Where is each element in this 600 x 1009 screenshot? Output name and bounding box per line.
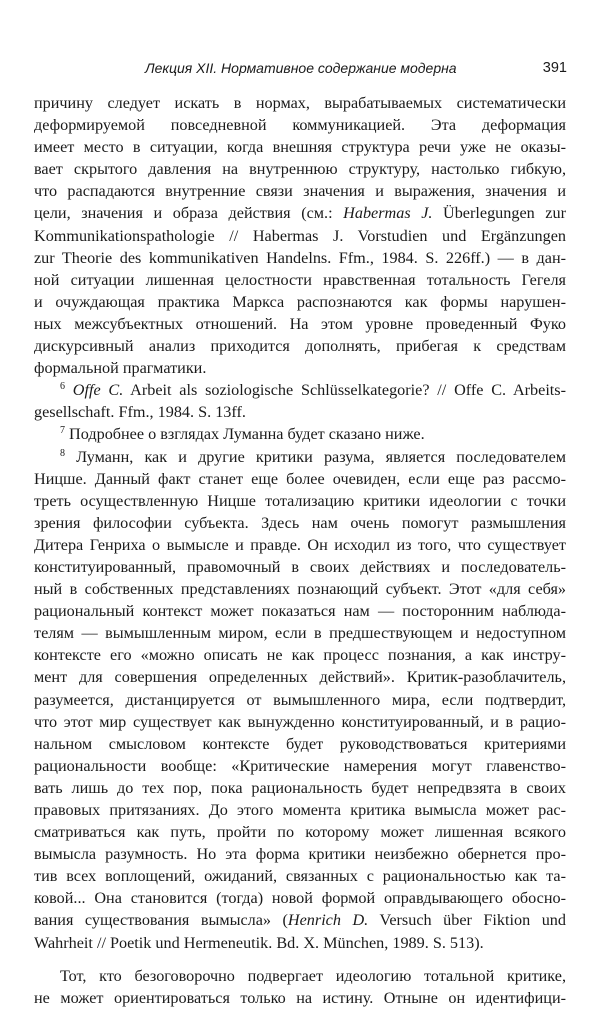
line-text: деформируемой повседневной коммуникацией. Эта деформация <box>34 116 566 135</box>
text-line <box>34 689 566 711</box>
line-text: имеет место в ситуации, когда внешняя структура речи уже не оказы- <box>34 138 566 157</box>
line-text: рациональный контекст может показаться нам — посторонним наблюда- <box>34 602 566 621</box>
text-line <box>34 843 566 865</box>
text-line <box>34 357 566 379</box>
line-text: рациональности вообще: «Критические намерения могут главенство- <box>34 756 566 775</box>
line-text: и очуждающая практика Маркса распознаются как формы нарушен- <box>34 292 566 311</box>
line-text-continued: Versuch über Fiktion und <box>368 911 566 930</box>
line-text: ной ситуации лишенная целостности нравственная тотальность Гегеля <box>34 270 566 289</box>
text-line <box>34 600 566 622</box>
line-text: ных межсубъектных отношений. На этом уровне проведенный Фуко <box>34 314 566 333</box>
text-line <box>34 423 566 445</box>
text-line <box>34 887 566 909</box>
line-text: контексте его «можно описать не как процесс познания, а как инстру- <box>34 646 566 665</box>
line-text: Ницше. Данный факт станет еще более очевиден, если еще раз рассмо- <box>34 469 566 488</box>
running-title: Лекция XII. Нормативное содержание модерна <box>145 60 457 76</box>
text-line <box>34 291 566 313</box>
text-line <box>34 534 566 556</box>
paragraph-gap <box>34 954 566 965</box>
line-text: Wahrheit // Poetik und Hermeneutik. Bd. X. München, 1989. S. 513). <box>34 933 484 952</box>
text-line <box>34 932 566 954</box>
line-text: gesellschaft. Ffm., 1984. S. 13ff. <box>34 403 246 422</box>
footnote-marker: 8 <box>60 447 65 459</box>
line-text: зрения философии субъекта. Здесь нам очень помогут размышления <box>34 513 566 532</box>
line-text: Подробнее о взглядах Луманна будет сказано ниже. <box>65 425 425 444</box>
text-line <box>34 313 566 335</box>
line-text: вает скрытого давления на внутреннюю структуру, настолько гибкую, <box>34 160 566 179</box>
text-line <box>34 644 566 666</box>
line-text: что распадаются внутренние связи значения и выражения, значения и <box>34 182 566 201</box>
running-head <box>0 60 600 84</box>
line-text: треть осуществленную Ницше тотализацию критики идеологии с точки <box>34 491 566 510</box>
text-line <box>34 202 566 224</box>
text-line <box>34 578 566 600</box>
text-line <box>34 965 566 987</box>
line-text: цели, значения и образа действия (см.: <box>34 204 344 223</box>
text-line <box>34 136 566 158</box>
text-line <box>34 180 566 202</box>
text-line <box>34 247 566 269</box>
text-line <box>34 711 566 733</box>
line-text: Дитера Генриха о вымысле и правде. Он исходил из того, что существует <box>34 535 566 554</box>
footnote-marker: 6 <box>60 381 65 393</box>
text-line <box>34 225 566 247</box>
text-line <box>34 379 566 401</box>
text-line <box>34 865 566 887</box>
line-text: вымысла разумность. Но эта форма критики неизбежно обернется про- <box>34 845 566 864</box>
text-line <box>34 909 566 931</box>
line-text: тив всех воплощений, ожиданий, связанных с рациональностью как та- <box>34 867 566 886</box>
line-text: ковой... Она становится (тогда) новой формой оправдывающего обосно- <box>34 889 566 908</box>
line-text: правовых притязаниях. До этого момента критика вымысла может рас- <box>34 801 566 819</box>
text-line <box>34 666 566 688</box>
line-text: формальной прагматики. <box>34 359 207 378</box>
author-citation: Habermas J. <box>343 204 433 223</box>
text-line <box>34 158 566 180</box>
text-line <box>34 733 566 755</box>
line-text: телям — вымышленным миром, если в предшествующем и недоступном <box>34 624 566 643</box>
text-line <box>34 490 566 512</box>
text-line <box>34 987 566 1009</box>
line-text: ный в собственных представлениях познающий субъект. Этот «для себя» <box>34 580 566 599</box>
line-text: разумеется, дистанцируется от вымышленного мира, если подтвердит, <box>34 690 566 709</box>
author-citation: Offe C. <box>72 381 124 400</box>
footnote-marker: 7 <box>60 425 65 437</box>
text-line <box>34 512 566 534</box>
line-text: конституированный, правомочный в своих действиях и последователь- <box>34 557 566 576</box>
body-text <box>34 92 566 1009</box>
line-text: что этот мир существует как вынужденно конституированный, и в рацио- <box>34 712 566 731</box>
line-text-continued: Überlegungen zur <box>432 204 566 223</box>
text-line <box>34 799 566 821</box>
line-text: вания существования вымысла» ( <box>34 911 288 930</box>
page-number: 391 <box>542 60 567 76</box>
line-text: сматриваться как путь, пройти по которому может лишенная всякого <box>34 823 566 842</box>
text-line <box>34 622 566 644</box>
line-text: дискурсивный анализ приходится дополнять, прибегая к средствам <box>34 337 566 356</box>
text-line <box>34 335 566 357</box>
line-text-continued: Arbeit als soziologische Schlüsselkategorie? // Offe C. Arbeits- <box>123 381 566 400</box>
text-line <box>34 755 566 777</box>
text-line <box>34 468 566 490</box>
text-line <box>34 92 566 114</box>
line-text: вать лишь до тех пор, пока рациональность будет непредвзята в своих <box>34 778 566 797</box>
line-text: Луманн, как и другие критики разума, является последователем <box>65 447 566 466</box>
text-line <box>34 556 566 578</box>
line-text: мент для совершения определенных действий». Критик-разоблачитель, <box>34 668 566 687</box>
line-text: zur Theorie des kommunikativen Handelns. Ffm., 1984. S. 226ff.) — в дан- <box>34 248 566 267</box>
line-text: не может ориентироваться только на истину. Отныне он идентифици- <box>34 988 566 1007</box>
line-text: причину следует искать в нормах, вырабатываемых систематически <box>34 94 566 112</box>
text-line <box>34 114 566 136</box>
text-line <box>34 821 566 843</box>
text-line <box>34 269 566 291</box>
text-line <box>34 446 566 468</box>
text-line <box>34 401 566 423</box>
line-text: нальном смысловом контексте будет руководствоваться критериями <box>34 734 566 753</box>
line-text: Тот, кто безоговорочно подвергает идеологию тотальной критике, <box>60 966 566 985</box>
author-citation: Henrich D. <box>287 911 369 930</box>
line-text: Kommunikationspathologie // Habermas J. Vorstudien und Ergänzungen <box>34 226 566 245</box>
text-line <box>34 777 566 799</box>
